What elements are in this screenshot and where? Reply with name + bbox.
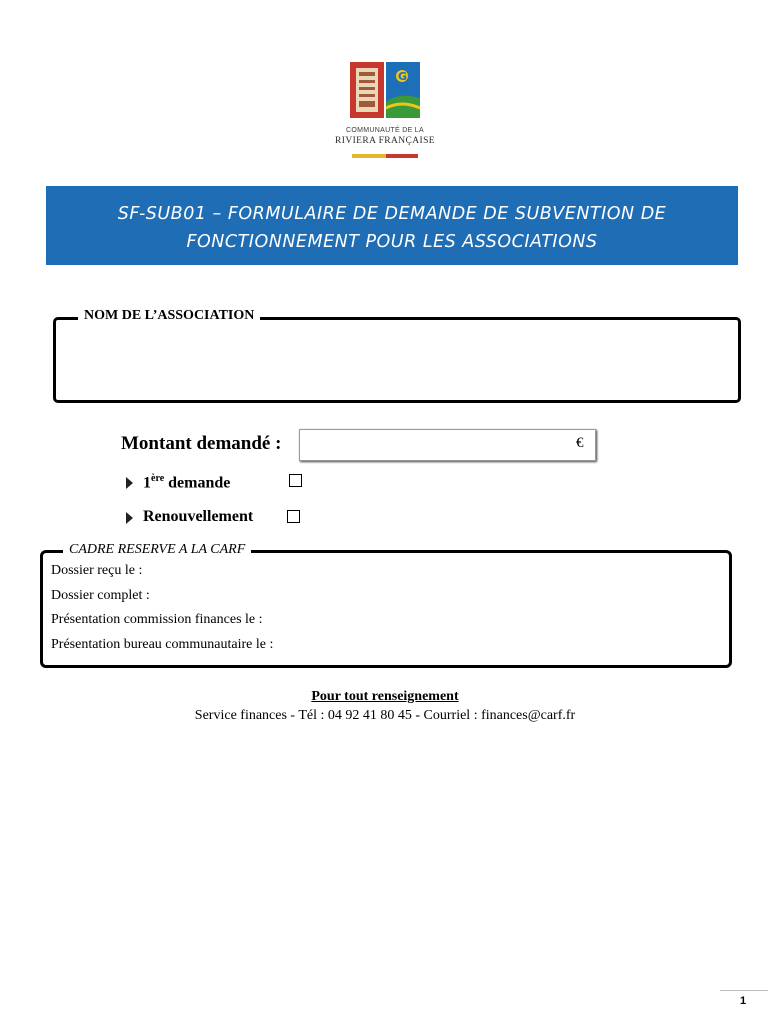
currency-symbol: € — [576, 435, 584, 451]
banner-title-line-1: SF-SUB01 – FORMULAIRE DE DEMANDE DE SUBVENTION DE — [117, 204, 667, 224]
logo-stripe-yellow — [352, 154, 386, 158]
bureau-communautaire-line: Présentation bureau communautaire le : — [51, 637, 274, 652]
carf-reserved-label: CADRE RESERVE A LA CARF — [63, 542, 251, 558]
dossier-complet-line: Dossier complet : — [51, 588, 150, 603]
first-request-checkbox[interactable] — [289, 474, 302, 487]
amount-input[interactable] — [299, 429, 596, 461]
logo-line-1: COMMUNAUTÉ DE LA — [346, 127, 424, 134]
banner-title-line-2: FONCTIONNEMENT POUR LES ASSOCIATIONS — [186, 232, 598, 252]
first-request-label — [143, 473, 230, 492]
bullet-arrow-icon — [126, 512, 133, 524]
first-request-text: demande — [168, 474, 231, 492]
svg-text:G: G — [398, 70, 408, 83]
page-number-rule — [720, 990, 768, 991]
association-name-label: NOM DE L’ASSOCIATION — [78, 308, 260, 324]
first-request-superscript: ère — [151, 473, 165, 484]
bullet-arrow-icon — [126, 477, 133, 489]
commission-finances-line: Présentation commission finances le : — [51, 612, 263, 627]
renewal-checkbox[interactable] — [287, 510, 300, 523]
dossier-recu-line: Dossier reçu le : — [51, 563, 143, 578]
contact-title: Pour tout renseignement — [311, 689, 459, 704]
first-request-number: 1 — [143, 474, 151, 492]
carf-emblem-icon — [350, 62, 420, 118]
carf-logo — [330, 62, 440, 162]
association-name-field[interactable] — [53, 317, 741, 403]
renewal-label: Renouvellement — [143, 508, 254, 525]
logo-stripe-red — [386, 154, 418, 158]
amount-label: Montant demandé : — [121, 433, 282, 454]
logo-line-2: RIVIERA FRANÇAISE — [335, 136, 435, 146]
contact-details: Service finances - Tél : 04 92 41 80 45 - Courriel : finances@carf.fr — [194, 708, 576, 723]
title-banner — [46, 186, 738, 265]
page-number: 1 — [740, 995, 747, 1007]
